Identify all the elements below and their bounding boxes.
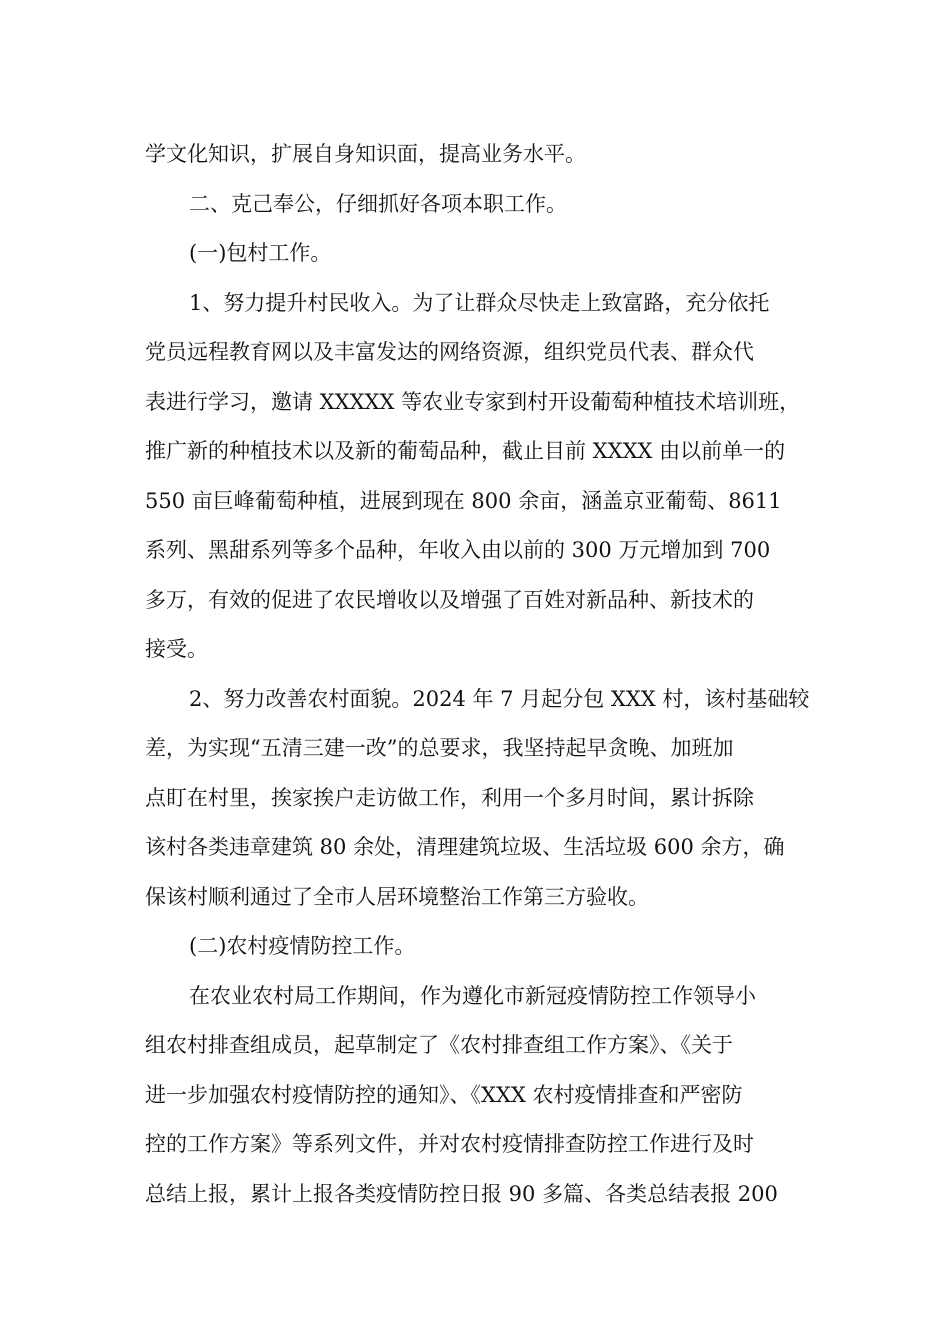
text-line: 学文化知识，扩展自身知识面，提高业务水平。 [145,142,586,166]
document-body [145,130,809,1219]
text-line: 接受。 [145,637,208,661]
text-line: 2、努力改善农村面貌。2024 年 7 月起分包 XXX 村，该村基础较 [189,686,810,711]
text-line: 推广新的种植技术以及新的葡萄品种，截止目前 XXXX 由以前单一的 [145,439,786,463]
subsection-heading: (二)农村疫情防控工作。 [189,934,416,958]
text-line: 党员远程教育网以及丰富发达的网络资源，组织党员代表、群众代 [145,340,754,364]
text-line: 差，为实现“五清三建一改”的总要求，我坚持起早贪晚、加班加 [145,736,734,760]
text-line: 在农业农村局工作期间，作为遵化市新冠疫情防控工作领导小 [189,983,756,1008]
text-line: 控的工作方案》等系列文件，并对农村疫情排查防控工作进行及时 [145,1132,754,1156]
text-line: 保该村顺利通过了全市人居环境整治工作第三方验收。 [145,884,649,909]
text-line: 1、努力提升村民收入。为了让群众尽快走上致富路，充分依托 [189,290,770,315]
text-line: 组农村排查组成员，起草制定了《农村排查组工作方案》、《关于 [145,1033,733,1057]
text-line: 进一步加强农村疫情防控的通知》、《XXX 农村疫情排查和严密防 [145,1082,743,1107]
text-line: 该村各类违章建筑 80 余处，清理建筑垃圾、生活垃圾 600 余方，确 [145,835,785,859]
text-line: 多万，有效的促进了农民增收以及增强了百姓对新品种、新技术的 [145,587,754,612]
section-heading: 二、克己奉公，仔细抓好各项本职工作。 [189,191,567,216]
subsection-heading: (一)包村工作。 [189,241,332,265]
text-line: 系列、黑甜系列等多个品种，年收入由以前的 300 万元增加到 700 [145,538,771,562]
text-line: 总结上报，累计上报各类疫情防控日报 90 多篇、各类总结表报 200 [145,1181,778,1206]
text-line: 550 亩巨峰葡萄种植，进展到现在 800 余亩，涵盖京亚葡萄、8611 [145,488,782,513]
text-line: 点盯在村里，挨家挨户走访做工作，利用一个多月时间，累计拆除 [145,785,754,810]
text-line: 表进行学习，邀请 XXXXX 等农业专家到村开设葡萄种植技术培训班， [145,389,801,414]
